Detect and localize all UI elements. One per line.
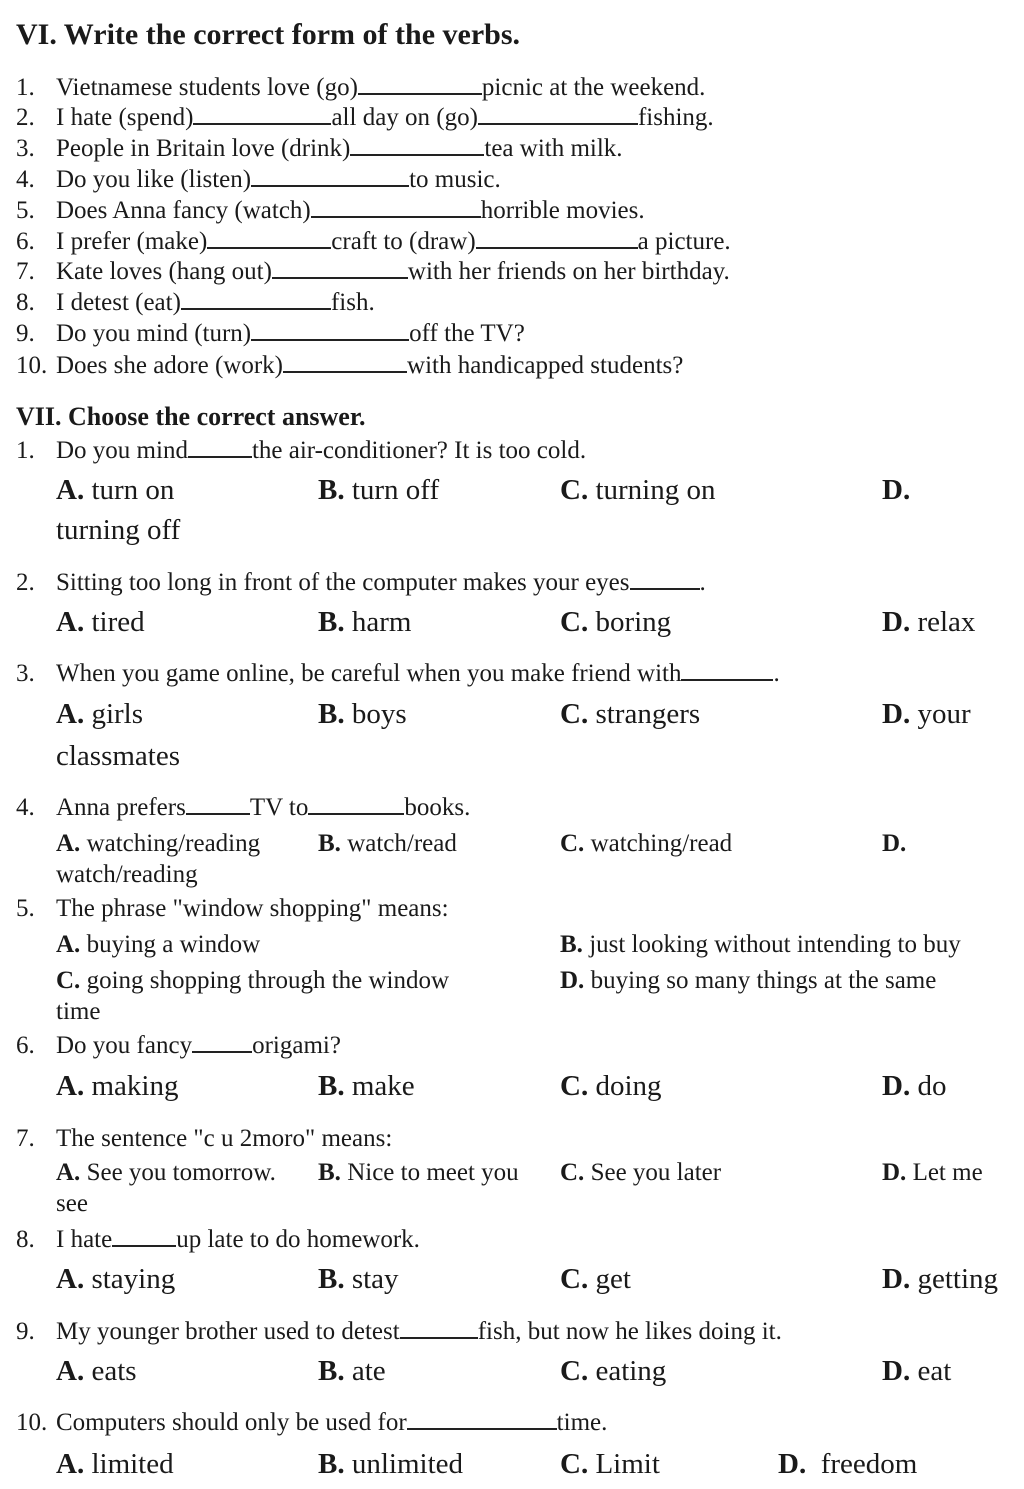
answer-blank[interactable] xyxy=(181,307,331,310)
option-b[interactable]: B. ate xyxy=(318,1355,386,1387)
option-c[interactable]: C. See you later xyxy=(560,1159,722,1186)
option-b[interactable]: B. harm xyxy=(318,606,412,638)
item-text: I hate xyxy=(56,1226,113,1253)
question-stem xyxy=(16,569,706,597)
item-text: up late to do homework. xyxy=(176,1226,420,1253)
item-number: 1. xyxy=(16,437,35,464)
option-d-text[interactable]: classmates xyxy=(56,740,181,772)
item-number: 2. xyxy=(16,569,35,596)
option-c-wrap[interactable]: time xyxy=(56,998,101,1025)
option-c[interactable]: C. get xyxy=(560,1263,631,1295)
item-number: 3. xyxy=(16,660,35,687)
option-c[interactable]: C. boring xyxy=(560,606,672,638)
item-text: The phrase "window shopping" means: xyxy=(56,895,449,922)
option-b[interactable]: B. unlimited xyxy=(318,1448,464,1480)
item-number: 10. xyxy=(16,352,48,379)
option-d[interactable]: D. buying so many things at the same xyxy=(560,967,937,994)
question-stem xyxy=(16,895,449,923)
answer-blank[interactable] xyxy=(192,1050,252,1053)
item-text: fish, but now he likes doing it. xyxy=(477,1318,782,1345)
option-a[interactable]: A. girls xyxy=(56,698,144,730)
option-c[interactable]: C. strangers xyxy=(560,698,701,730)
answer-blank[interactable] xyxy=(308,812,404,815)
answer-blank[interactable] xyxy=(358,92,482,95)
list-item xyxy=(16,104,714,132)
option-d-text[interactable]: turning off xyxy=(56,514,181,546)
question-stem xyxy=(16,1318,782,1346)
item-number: 8. xyxy=(16,289,35,316)
item-text: Vietnamese students love (go) xyxy=(56,74,358,101)
answer-blank[interactable] xyxy=(188,455,252,458)
item-text: Does she adore (work) xyxy=(56,352,284,379)
item-text: horrible movies. xyxy=(480,197,645,224)
item-number: 7. xyxy=(16,258,35,285)
option-c[interactable]: C. eating xyxy=(560,1355,667,1387)
option-c[interactable]: C. turning on xyxy=(560,474,716,506)
option-c[interactable]: C. going shopping through the window xyxy=(56,967,450,994)
answer-blank[interactable] xyxy=(311,215,481,218)
list-item xyxy=(16,289,375,317)
option-a[interactable]: A. staying xyxy=(56,1263,176,1295)
question-stem xyxy=(16,1125,393,1153)
item-text: a picture. xyxy=(637,228,731,255)
question-stem xyxy=(16,660,780,688)
item-text: to music. xyxy=(409,166,501,193)
item-text: Sitting too long in front of the computer makes your eyes xyxy=(56,569,630,596)
item-number: 2. xyxy=(16,104,35,131)
item-number: 7. xyxy=(16,1125,35,1152)
option-d-text[interactable]: see xyxy=(56,1190,88,1217)
list-item xyxy=(16,135,623,163)
answer-blank[interactable] xyxy=(186,812,250,815)
question-stem xyxy=(16,437,587,465)
item-text: People in Britain love (drink) xyxy=(56,135,351,162)
option-b[interactable]: B. just looking without intending to buy xyxy=(560,931,961,958)
item-number: 5. xyxy=(16,197,35,224)
answer-blank[interactable] xyxy=(476,246,638,249)
option-b[interactable]: B. boys xyxy=(318,698,407,730)
item-text: Kate loves (hang out) xyxy=(56,258,272,285)
item-text: fish. xyxy=(330,289,375,316)
answer-blank[interactable] xyxy=(251,184,409,187)
section-7-title: VII. Choose the correct answer. xyxy=(16,402,366,431)
answer-blank[interactable] xyxy=(272,276,408,279)
list-item xyxy=(16,74,706,102)
item-text: The sentence "c u 2moro" means: xyxy=(56,1125,393,1152)
question-stem xyxy=(16,1409,608,1437)
item-text: Do you like (listen) xyxy=(56,166,252,193)
answer-blank[interactable] xyxy=(207,246,331,249)
option-d[interactable]: D. getting xyxy=(882,1263,998,1295)
section-6-title: VI. Write the correct form of the verbs. xyxy=(16,18,520,51)
item-text: My younger brother used to detest xyxy=(56,1318,400,1345)
option-a[interactable]: A. watching/reading xyxy=(56,830,261,857)
item-text: books. xyxy=(404,794,471,821)
option-a[interactable]: A. tired xyxy=(56,606,145,638)
option-b[interactable]: B. Nice to meet you xyxy=(318,1159,519,1186)
item-text: off the TV? xyxy=(409,320,525,347)
answer-blank[interactable] xyxy=(283,370,407,373)
item-number: 10. xyxy=(16,1409,48,1436)
item-number: 9. xyxy=(16,320,35,347)
item-number: 8. xyxy=(16,1226,35,1253)
item-text: Do you mind xyxy=(56,437,188,464)
list-item xyxy=(16,258,730,286)
item-text: I prefer (make) xyxy=(56,228,208,255)
answer-blank[interactable] xyxy=(350,153,484,156)
item-text: time. xyxy=(556,1409,608,1436)
item-number: 1. xyxy=(16,74,35,101)
option-c[interactable]: C. watching/read xyxy=(560,830,733,857)
item-text: Do you mind (turn) xyxy=(56,320,252,347)
item-text: craft to (draw) xyxy=(331,228,476,255)
list-item xyxy=(16,352,684,380)
item-number: 4. xyxy=(16,794,35,821)
item-text: with her friends on her birthday. xyxy=(407,258,730,285)
option-d[interactable]: D. your xyxy=(882,698,971,730)
item-text: Does Anna fancy (watch) xyxy=(56,197,311,224)
item-text: picnic at the weekend. xyxy=(481,74,706,101)
answer-blank[interactable] xyxy=(251,338,409,341)
item-text: . xyxy=(773,660,780,687)
item-text: origami? xyxy=(252,1032,341,1059)
option-a[interactable]: A. limited xyxy=(56,1448,174,1480)
item-text: I hate (spend) xyxy=(56,104,194,131)
option-d[interactable]: D. do xyxy=(882,1070,947,1102)
option-c[interactable]: C. doing xyxy=(560,1070,662,1102)
option-a[interactable]: A. making xyxy=(56,1070,179,1102)
item-number: 6. xyxy=(16,228,35,255)
item-text: TV to xyxy=(249,794,309,821)
option-d[interactable]: D. xyxy=(882,474,911,506)
option-d[interactable]: D. Let me xyxy=(882,1159,983,1186)
answer-blank[interactable] xyxy=(681,678,773,681)
item-number: 9. xyxy=(16,1318,35,1345)
question-stem xyxy=(16,794,471,822)
option-a[interactable]: A. turn on xyxy=(56,474,175,506)
answer-blank[interactable] xyxy=(407,1427,557,1430)
option-a[interactable]: A. See you tomorrow. xyxy=(56,1159,276,1186)
item-number: 6. xyxy=(16,1032,35,1059)
option-d[interactable]: D. relax xyxy=(882,606,976,638)
item-text: I detest (eat) xyxy=(56,289,181,316)
option-d[interactable]: D. xyxy=(882,830,907,857)
item-text: When you game online, be careful when you make friend with xyxy=(56,660,682,687)
option-b[interactable]: B. turn off xyxy=(318,474,440,506)
item-text: Do you fancy xyxy=(56,1032,193,1059)
answer-blank[interactable] xyxy=(193,122,331,125)
list-item xyxy=(16,166,501,194)
item-text: all day on (go) xyxy=(331,104,478,131)
item-number: 3. xyxy=(16,135,35,162)
option-d[interactable]: D. eat xyxy=(882,1355,952,1387)
item-text: fishing. xyxy=(637,104,714,131)
list-item xyxy=(16,320,525,348)
option-d-text[interactable]: watch/reading xyxy=(56,861,198,888)
item-text: with handicapped students? xyxy=(407,352,684,379)
option-d[interactable]: D. freedom xyxy=(778,1448,918,1480)
item-text: Computers should only be used for xyxy=(56,1409,407,1436)
option-c[interactable]: C. Limit xyxy=(560,1448,660,1480)
item-text: tea with milk. xyxy=(484,135,623,162)
item-text: . xyxy=(699,569,706,596)
option-b[interactable]: B. watch/read xyxy=(318,830,457,857)
answer-blank[interactable] xyxy=(478,122,638,125)
item-number: 4. xyxy=(16,166,35,193)
question-stem xyxy=(16,1226,420,1254)
list-item xyxy=(16,197,645,225)
question-stem xyxy=(16,1032,341,1060)
item-number: 5. xyxy=(16,895,35,922)
answer-blank[interactable] xyxy=(400,1336,478,1339)
answer-blank[interactable] xyxy=(630,587,700,590)
option-a[interactable]: A. buying a window xyxy=(56,931,261,958)
item-text: the air-conditioner? It is too cold. xyxy=(251,437,587,464)
option-a[interactable]: A. eats xyxy=(56,1355,137,1387)
item-text: Anna prefers xyxy=(56,794,186,821)
option-b[interactable]: B. make xyxy=(318,1070,415,1102)
list-item xyxy=(16,228,731,256)
option-b[interactable]: B. stay xyxy=(318,1263,399,1295)
answer-blank[interactable] xyxy=(112,1244,176,1247)
